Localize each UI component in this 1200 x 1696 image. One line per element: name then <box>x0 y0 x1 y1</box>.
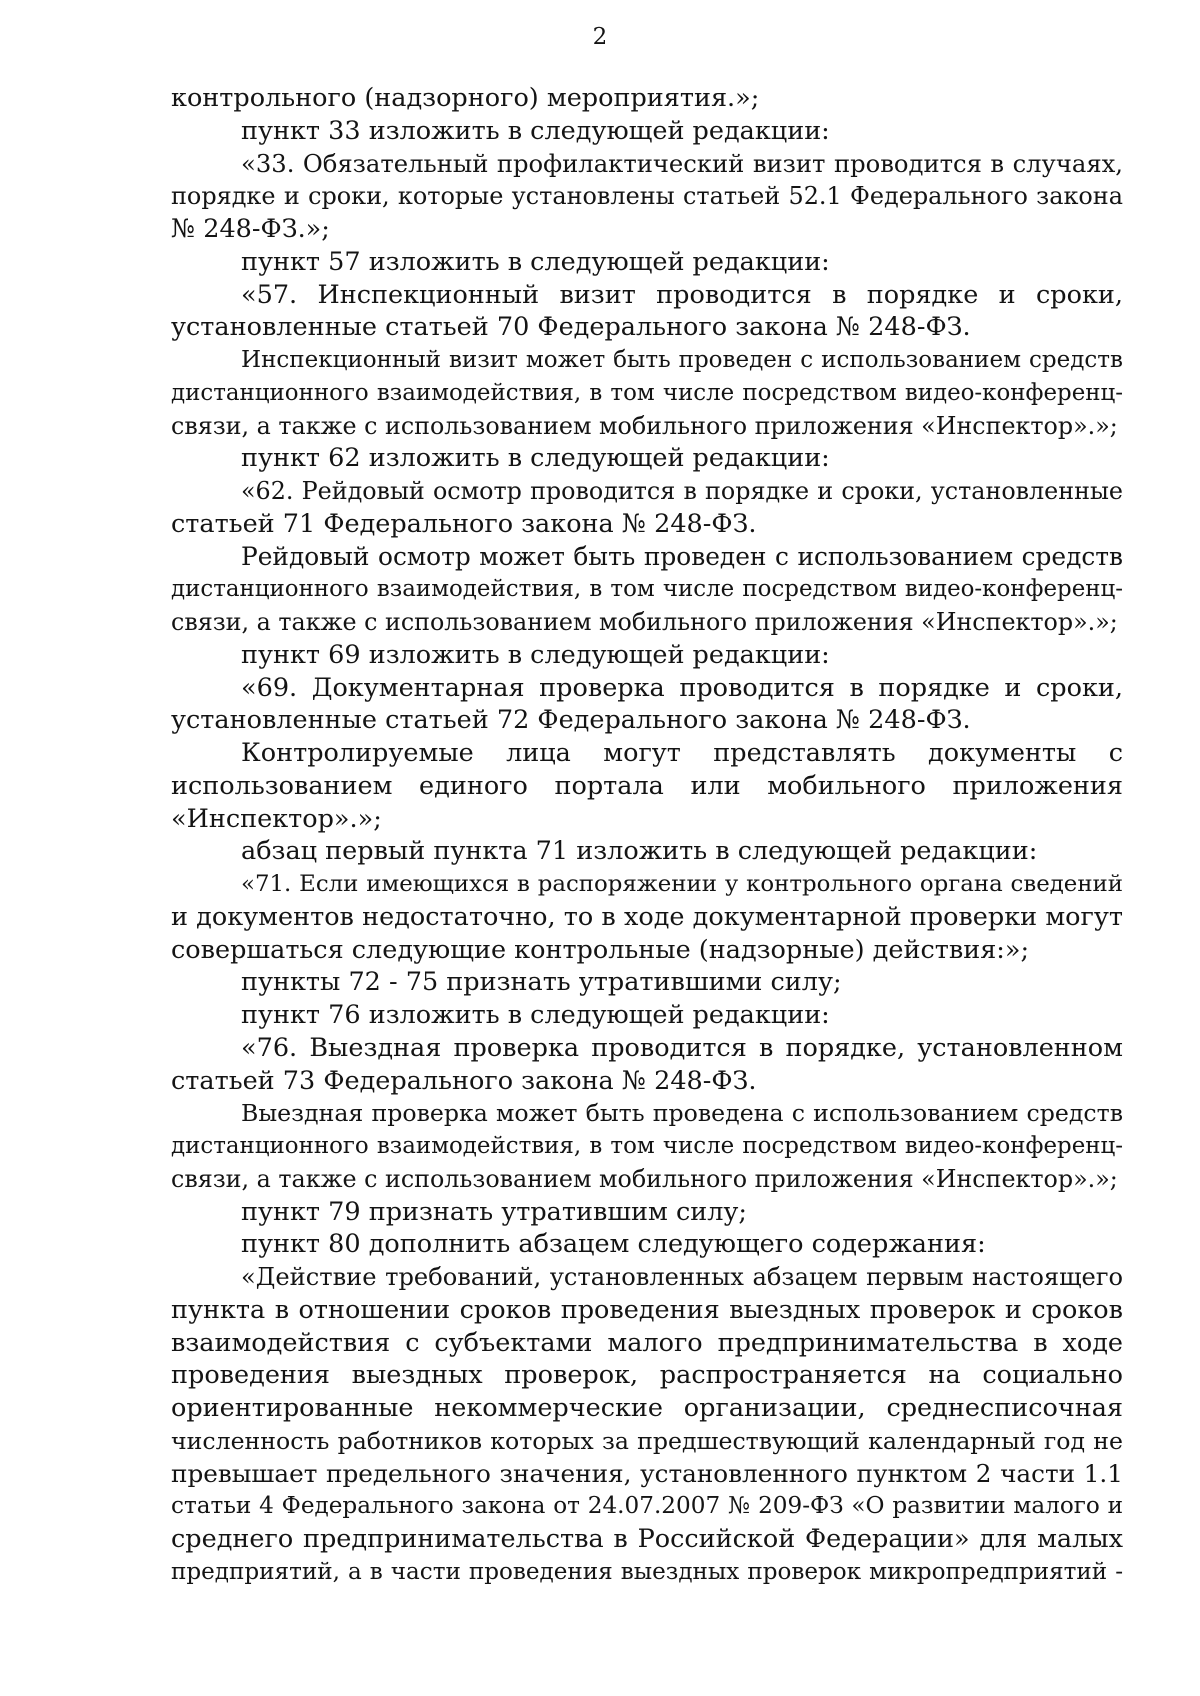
text-line: ориентированные некоммерческие организации, среднесписочная <box>171 1393 1123 1423</box>
text-line: Рейдовый осмотр может быть проведен с использованием средств <box>241 541 1123 571</box>
text-line: пункта в отношении сроков проведения выездных проверок и сроков <box>171 1294 1123 1325</box>
text-line: пункт 76 изложить в следующей редакции: <box>241 1000 830 1030</box>
text-line: превышает предельного значения, установленного пунктом 2 части 1.1 <box>171 1458 1123 1488</box>
text-line: дистанционного взаимодействия, в том числе посредством видео-конференц- <box>171 379 1123 406</box>
text-line: Инспекционный визит может быть проведен с использованием средств <box>241 347 1123 373</box>
text-line: «62. Рейдовый осмотр проводится в порядке и сроки, установленные <box>241 477 1123 505</box>
text-line: пункт 62 изложить в следующей редакции: <box>241 443 830 474</box>
text-line: порядке и сроки, которые установлены статьей 52.1 Федерального закона <box>171 182 1123 211</box>
text-line: «33. Обязательный профилактический визит проводится в случаях, <box>241 148 1123 178</box>
text-line: «Действие требований, установленных абзацем первым настоящего <box>241 1263 1123 1291</box>
text-line: пункт 80 дополнить абзацем следующего содержания: <box>241 1229 986 1260</box>
text-line: установленные статьей 72 Федерального закона № 248-ФЗ. <box>171 705 971 736</box>
text-line: связи, а также с использованием мобильного приложения «Инспектор».»; <box>171 411 1118 440</box>
text-line: № 248-ФЗ.»; <box>171 214 330 244</box>
text-line: «57. Инспекционный визит проводится в порядке и сроки, <box>241 279 1123 310</box>
text-line: «71. Если имеющихся в распоряжении у контрольного органа сведений <box>241 871 1123 897</box>
text-line: среднего предпринимательства в Российской Федерации» для малых <box>171 1524 1123 1554</box>
text-line: и документов недостаточно, то в ходе документарной проверки могут <box>171 901 1123 932</box>
text-line: пункт 57 изложить в следующей редакции: <box>241 246 830 277</box>
text-line: статьи 4 Федерального закона от 24.07.2007 № 209-ФЗ «О развитии малого и <box>171 1493 1123 1520</box>
text-line: дистанционного взаимодействия, в том числе посредством видео-конференц- <box>171 576 1123 603</box>
text-line: пункт 69 изложить в следующей редакции: <box>241 639 830 670</box>
text-line: связи, а также с использованием мобильного приложения «Инспектор».»; <box>171 608 1118 636</box>
text-line: абзац первый пункта 71 изложить в следующей редакции: <box>241 836 1038 867</box>
page-number: 2 <box>592 24 608 50</box>
text-line: пункты 72 - 75 признать утратившими силу; <box>241 967 842 998</box>
text-line: контрольного (надзорного) мероприятия.»; <box>171 83 760 113</box>
text-line: численность работников которых за предшествующий календарный год не <box>171 1426 1123 1455</box>
text-line: проведения выездных проверок, распространяется на социально <box>171 1360 1123 1391</box>
text-line: «69. Документарная проверка проводится в порядке и сроки, <box>241 672 1123 703</box>
text-line: дистанционного взаимодействия, в том числе посредством видео-конференц- <box>171 1133 1123 1159</box>
text-line: связи, а также с использованием мобильного приложения «Инспектор».»; <box>171 1164 1118 1193</box>
text-line: совершаться следующие контрольные (надзорные) действия:»; <box>171 934 1030 965</box>
text-line: предприятий, а в части проведения выездных проверок микропредприятий - <box>171 1558 1123 1585</box>
text-line: взаимодействия с субъектами малого предпринимательства в ходе <box>171 1327 1123 1358</box>
text-line: установленные статьей 70 Федерального закона № 248-ФЗ. <box>171 312 971 343</box>
text-line: «Инспектор».»; <box>171 803 382 834</box>
text-line: пункт 79 признать утратившим силу; <box>241 1196 748 1227</box>
text-line: Контролируемые лица могут представлять документы с <box>241 738 1123 768</box>
text-line: Выездная проверка может быть проведена с использованием средств <box>241 1099 1123 1128</box>
text-line: пункт 33 изложить в следующей редакции: <box>241 115 830 146</box>
text-line: статьей 73 Федерального закона № 248-ФЗ. <box>171 1065 757 1096</box>
document-body <box>171 82 1123 1589</box>
text-line: использованием единого портала или мобильного приложения <box>171 770 1123 801</box>
text-line: «76. Выездная проверка проводится в порядке, установленном <box>241 1032 1123 1063</box>
text-line: статьей 71 Федерального закона № 248-ФЗ. <box>171 508 757 539</box>
